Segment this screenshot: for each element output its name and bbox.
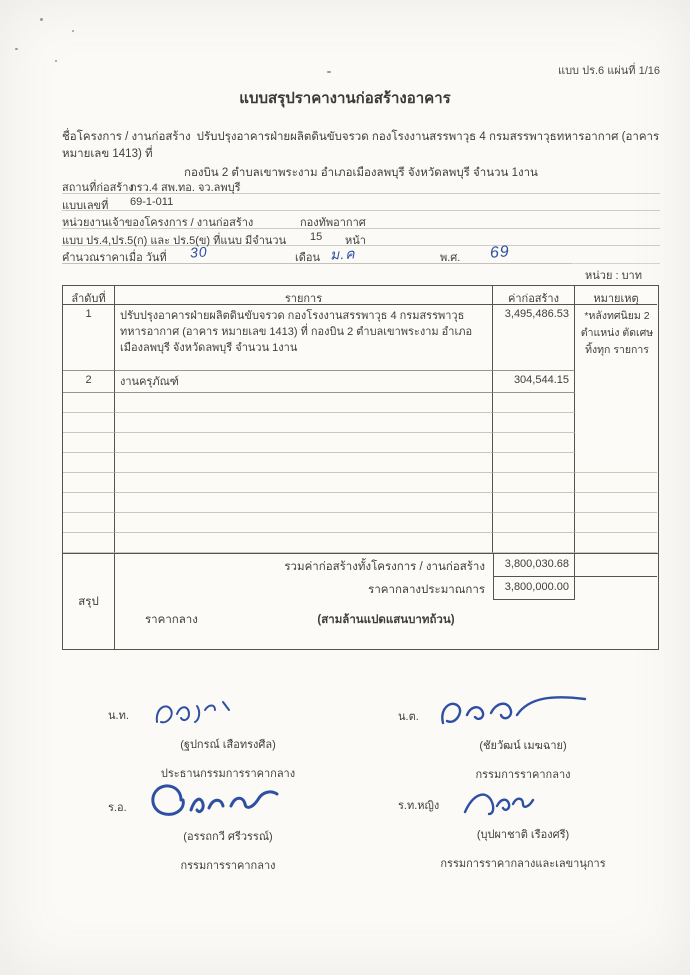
rank-label: ร.ท.หญิง bbox=[398, 800, 440, 812]
header-seq: ลำดับที่ bbox=[63, 286, 115, 305]
handwritten-day: 30 bbox=[189, 243, 209, 261]
row1-cost: 3,495,486.53 bbox=[493, 305, 575, 371]
row2-description: งานครุภัณฑ์ bbox=[115, 371, 493, 393]
year-label: พ.ศ. bbox=[440, 252, 461, 264]
field-location-value: กรว.4 สพ.ทอ. จว.ลพบุรี bbox=[130, 182, 241, 194]
signer-title: กรรมการราคากลาง bbox=[180, 860, 276, 872]
signer-title: ประธานกรรมการราคากลาง bbox=[160, 768, 296, 780]
form-code: แบบ ปร.6 แผ่นที่ 1/16 bbox=[557, 65, 660, 77]
total-remark-cell bbox=[575, 554, 657, 577]
header-remark: หมายเหตุ bbox=[575, 286, 657, 305]
ink-speck bbox=[327, 71, 331, 73]
empty-row bbox=[63, 433, 658, 453]
ink-speck bbox=[55, 60, 57, 62]
empty-row bbox=[63, 473, 658, 493]
cost-summary-table bbox=[62, 285, 659, 650]
price-in-words-line bbox=[115, 611, 657, 627]
project-text-line1: ปรับปรุงอาคารฝ่ายผลิตดินขับจรวด กองโรงงานสรรพาวุธ 4 กรมสรรพาวุธทหารอากาศ (อาคารหมายเลข 1413) ที่ bbox=[62, 131, 660, 160]
signature-icon bbox=[141, 774, 291, 824]
rank-label: ร.อ. bbox=[108, 802, 127, 814]
estimate-value: 3,800,000.00 bbox=[493, 577, 575, 600]
project-label: ชื่อโครงการ / งานก่อสร้าง bbox=[62, 131, 191, 143]
summary-body bbox=[115, 554, 657, 649]
rank-label: น.ท. bbox=[108, 710, 129, 722]
signature-icon bbox=[433, 687, 593, 733]
total-label: รวมค่าก่อสร้างทั้งโครงการ / งานก่อสร้าง bbox=[284, 561, 485, 573]
amount-in-words: (สามล้านแปดแสนบาทถ้วน) bbox=[317, 614, 455, 626]
month-label: เดือน bbox=[295, 252, 321, 264]
row1-description: ปรับปรุงอาคารฝ่ายผลิตดินขับจรวด กองโรงงานสรรพาวุธ 4 กรมสรรพาวุธทหารอากาศ (อาคาร หมายเลข 1413) ที่ กองบิน 2 ตำบลเขาพระงาม อำเภอเมืองลพบุรี จังหวัดลพบุรี จำนวน 1งาน bbox=[115, 305, 493, 371]
signature-block-secretary bbox=[398, 772, 648, 872]
ink-speck bbox=[72, 30, 74, 32]
row2-seq: 2 bbox=[63, 371, 115, 393]
row2-cost: 304,544.15 bbox=[493, 371, 575, 393]
signature-icon bbox=[143, 694, 253, 732]
project-name-block bbox=[62, 129, 664, 182]
signer-title: กรรมการราคากลางและเลขานุการ bbox=[440, 858, 606, 870]
row1-seq: 1 bbox=[63, 305, 115, 371]
table-row bbox=[63, 305, 658, 371]
summary-estimate-row bbox=[115, 577, 657, 600]
signature-block-chairman bbox=[108, 692, 348, 782]
field-location bbox=[62, 176, 660, 194]
ink-speck bbox=[15, 48, 18, 50]
total-value: 3,800,030.68 bbox=[493, 554, 575, 577]
signature-icon bbox=[453, 778, 553, 822]
summary-label: สรุป bbox=[63, 554, 115, 649]
field-drawing-no-label: แบบเลขที่ bbox=[62, 199, 109, 212]
rank-label: น.ต. bbox=[398, 711, 419, 723]
field-calc-date-label: คำนวณราคาเมื่อ วันที่ bbox=[62, 252, 167, 264]
ink-speck bbox=[40, 18, 43, 21]
estimate-label: ราคากลางประมาณการ bbox=[368, 584, 485, 596]
header-item: รายการ bbox=[115, 286, 493, 305]
empty-row bbox=[63, 493, 658, 513]
project-line1 bbox=[62, 129, 664, 163]
signature-block-member1 bbox=[398, 685, 648, 783]
signer-title: กรรมการราคากลาง bbox=[475, 769, 571, 781]
field-location-label: สถานที่ก่อสร้าง bbox=[62, 182, 134, 194]
table-row bbox=[63, 371, 658, 393]
field-agency-value: กองทัพอากาศ bbox=[300, 217, 366, 229]
field-agency-label: หน่วยงานเจ้าของโครงการ / งานก่อสร้าง bbox=[62, 217, 254, 229]
row2-remark-cell bbox=[575, 371, 657, 393]
field-calc-date bbox=[62, 243, 660, 264]
empty-row bbox=[63, 393, 658, 413]
field-attachment-label: แบบ ปร.4,ปร.5(ก) และ ปร.5(ข) ที่แนบ มีจำนวน bbox=[62, 234, 287, 247]
middle-price-label: ราคากลาง bbox=[145, 614, 198, 626]
page-title: แบบสรุปราคางานก่อสร้างอาคาร bbox=[239, 90, 451, 107]
empty-row bbox=[63, 533, 658, 553]
unit-note: หน่วย : บาท bbox=[585, 270, 642, 282]
signature-block-member2 bbox=[108, 772, 348, 874]
field-agency bbox=[62, 211, 660, 229]
signer-name: (ฐปกรณ์ เสือทรงศีล) bbox=[180, 739, 276, 751]
divider bbox=[572, 263, 660, 264]
empty-row bbox=[63, 513, 658, 533]
empty-row bbox=[63, 413, 658, 433]
field-drawing-no-value: 69-1-011 bbox=[130, 195, 174, 208]
estimate-remark-cell bbox=[575, 577, 657, 600]
summary-section bbox=[63, 553, 658, 649]
table-remark-note: *หลังทศนิยม 2 ตำแหน่ง ตัดเศษทิ้งทุก รายการ bbox=[580, 310, 654, 356]
signer-name: (อรรถกวี ศรีวรรณ์) bbox=[183, 831, 273, 843]
signer-name: (บุปผาชาติ เรืองศรี) bbox=[476, 829, 570, 841]
handwritten-year: 69 bbox=[489, 243, 511, 262]
field-attachment bbox=[62, 229, 660, 247]
field-attachment-unit: หน้า bbox=[345, 234, 366, 247]
handwritten-month: ม.ค bbox=[329, 245, 356, 263]
project-text-line2: กองบิน 2 ตำบลเขาพระงาม อำเภอเมืองลพบุรี จังหวัดลพบุรี จำนวน 1งาน bbox=[184, 167, 538, 179]
signer-name: (ชัยวัฒน์ เมฆฉาย) bbox=[479, 740, 567, 752]
table-header-row bbox=[63, 286, 658, 305]
field-attachment-pages: 15 bbox=[310, 230, 323, 243]
form-fields bbox=[62, 176, 660, 264]
header-cost: ค่าก่อสร้าง bbox=[493, 286, 575, 305]
field-drawing-no bbox=[62, 194, 660, 212]
empty-row bbox=[63, 453, 658, 473]
summary-total-row bbox=[115, 554, 657, 577]
